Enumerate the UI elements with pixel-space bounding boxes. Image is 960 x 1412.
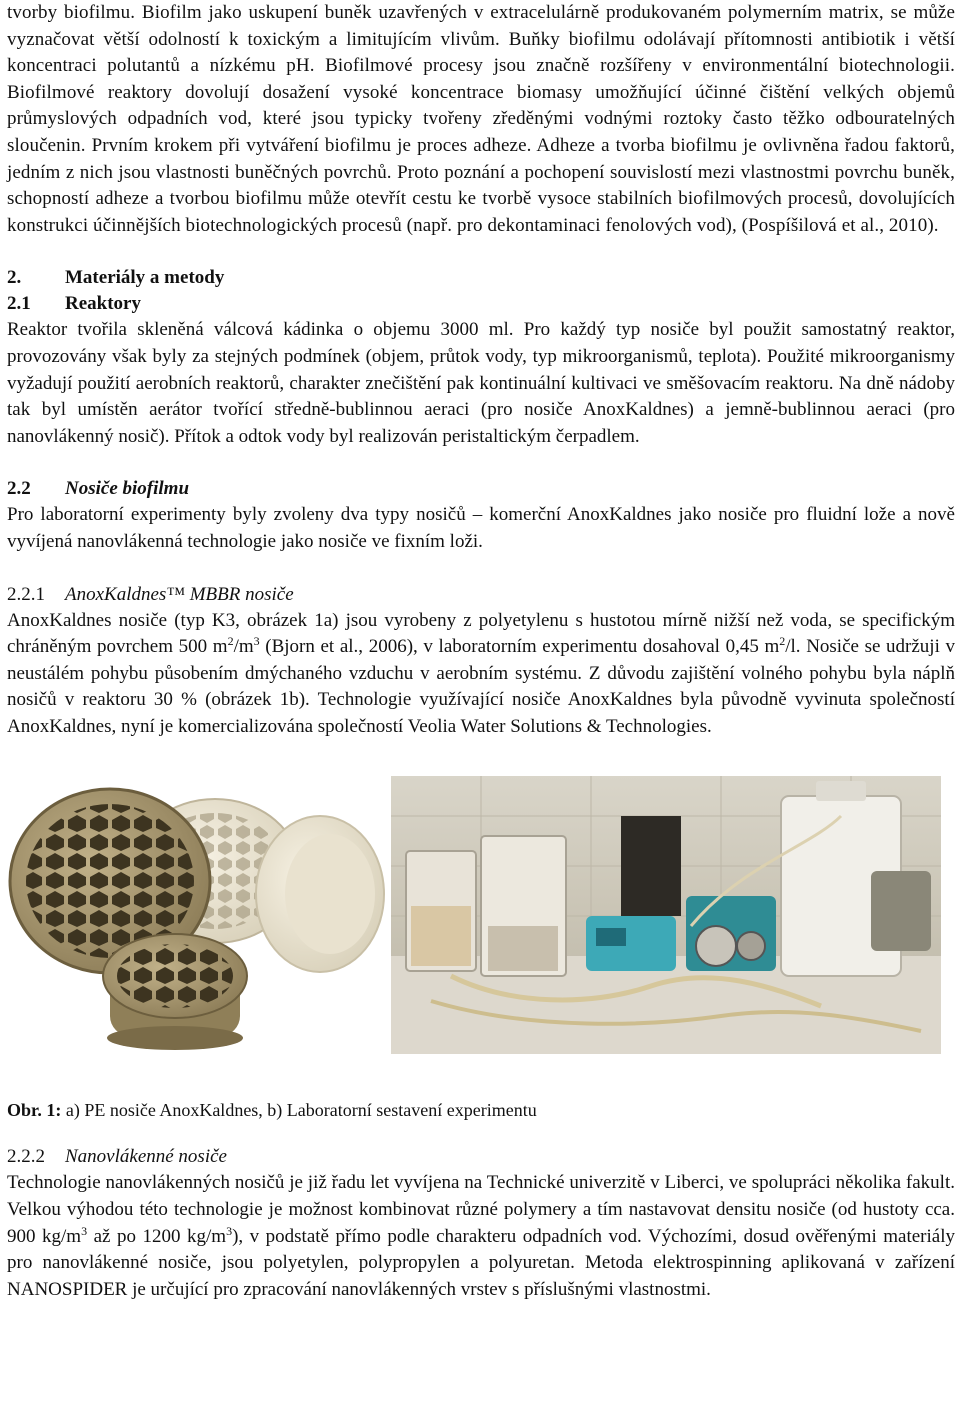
- subsection-number: 2.1: [7, 293, 31, 315]
- text-run: AnoxKaldnes nosiče (typ K3, obrázek 1a) jsou vyrobeny z polyetylenu s hustotou mírně nižší než voda, se specifickým chráněným povrchem 500 m: [7, 609, 955, 658]
- caption-text: a) PE nosiče AnoxKaldnes, b) Laboratorní sestavení experimentu: [61, 1100, 537, 1121]
- section-heading: [7, 265, 955, 291]
- text-run: (Bjorn et al., 2006), v laboratorním experimentu dosahoval 0,45 m: [259, 636, 780, 658]
- lab-setup-illustration: [391, 776, 941, 1054]
- text-run: Technologie nanovlákenných nosičů je již řadu let vyvíjena na Technické univerzitě v Liberci, ve spolupráci několika fakult. Velkou výhodou této technologie je možnost kombinovat různé polymery a tím nastavovat densitu nosiče (od hustoty cca. 900 kg/m: [7, 1172, 955, 1247]
- subsection-heading-reaktory: [7, 291, 955, 317]
- reaktory-paragraph: Reaktor tvořila skleněná válcová kádinka o objemu 3000 ml. Pro každý typ nosiče byl použit samostatný reaktor, provozovány však byly za stejných podmínek (objem, průtok vody, typ mikroorganismů, teplota). Použité mikroorganismy vyžadují použití aerobních reaktorů, charakter znečištění pak kontinuální kultivaci ve směšovacím reaktoru. Na dně nádoby tak byl umístěn aerátor tvořící středně-bublinnou aeraci (pro nosiče AnoxKaldnes) a jemně-bublinnou aeraci (pro nanovlákenný nosič). Přítok a odtok vody byl realizován peristaltickým čerpadlem.: [7, 319, 955, 447]
- superscript: 3: [226, 1223, 233, 1238]
- subsubsection-number: 2.2.1: [7, 583, 45, 605]
- section-title: Materiály a metody: [65, 267, 225, 289]
- section-number: 2.: [7, 267, 22, 289]
- nosice-paragraph: Pro laboratorní experimenty byly zvoleny dva typy nosičů – komerční AnoxKaldnes jako nosiče pro fluidní lože a nově vyvíjená nanovlákenná technologie jako nosiče ve fixním loži.: [7, 504, 955, 552]
- figure-caption: [7, 1098, 955, 1122]
- spacer: [7, 450, 955, 476]
- subsection-title: Nosiče biofilmu: [65, 478, 190, 500]
- anoxkaldnes-paragraph: [7, 608, 955, 741]
- figure-1: [7, 776, 955, 1066]
- subsection-heading-nosice: [7, 476, 955, 502]
- text-run: až po 1200 kg/m: [87, 1225, 227, 1247]
- caption-label: Obr. 1:: [7, 1100, 62, 1121]
- subsection-title: Reaktory: [65, 293, 141, 315]
- intro-paragraph: tvorby biofilmu. Biofilm jako uskupení buněk uzavřených v extracelulárně produkovaném polymerním matrix, se může vyznačovat větší odolností k toxickým a limitujícím vlivům. Buňky biofilmu odolávají přítomnosti antibiotik i větší koncentraci polutantů a nízkému pH. Biofilmové procesy jsou značně rozšířeny v environmentální biotechnologii. Biofilmové reaktory dovolují dosažení vysoké koncentrace biomasy umožňující účinné čištění velkých objemů průmyslových odpadních vod, které jsou typicky tvořeny zředěnými vodnými roztoky často těžko odbouratelných sloučenin. Prvním krokem při vytváření biofilmu je proces adheze. Adheze a tvorba biofilmu je ovlivněna řadou faktorů, jedním z nich jsou vlastnosti buněčných povrchů. Proto poznání a pochopení souvislostí mezi vlastnostmi povrchu buněk, schopností adheze a tvorbou biofilmu může otevřít cestu ke tvorbě vysoce stabilních biofilmových procesů, dovolujících konstrukci účinnějších biotechnologických procesů (např. pro dekontaminaci fenolových vod), (Pospíšilová et al., 2010).: [7, 2, 955, 236]
- spacer: [7, 239, 955, 265]
- text-run: /m: [233, 636, 254, 658]
- superscript: 3: [253, 634, 260, 649]
- subsubsection-heading-nanovlakenne: [7, 1144, 955, 1170]
- text-run: /l. Nosiče se udržuji v neustálém pohybu působením dmýchaného vzduchu v aerobním systému. Z důvodu zajištění volného pohybu byla náplň nosičů v reaktoru 30 % (obrázek 1b). Technologie využívající nosiče AnoxKaldnes byla původně vyvinuta společností AnoxKaldnes, nyní je komercializována společností Veolia Water Solutions & Technologies.: [7, 636, 955, 737]
- subsubsection-title: AnoxKaldnes™ MBBR nosiče: [65, 583, 294, 605]
- spacer: [7, 556, 955, 582]
- text-run: ), v podstatě přímo podle charakteru odpadních vod. Výchozími, dosud ověřenými materiály pro nanovlákenné nosiče, jsou polyetylen, polypropylen a polyuretan. Metoda elektrospinning aplikovaná v zařízení NANOSPIDER je určující pro zpracování nanovlákenných vrstev s příslušnými vlastnostmi.: [7, 1225, 955, 1300]
- superscript: 2: [779, 634, 786, 649]
- superscript: 3: [81, 1223, 88, 1238]
- carriers-illustration: [0, 776, 385, 1066]
- spacer: [7, 1122, 955, 1144]
- subsection-number: 2.2: [7, 478, 31, 500]
- document-page: [7, 0, 955, 1303]
- carriers-photo: [0, 776, 385, 1066]
- subsubsection-title: Nanovlákenné nosiče: [65, 1146, 227, 1168]
- nanovlakenne-paragraph: [7, 1170, 955, 1303]
- subsubsection-number: 2.2.2: [7, 1146, 45, 1168]
- superscript: 2: [227, 634, 234, 649]
- subsubsection-heading-anoxkaldnes: [7, 582, 955, 608]
- lab-setup-photo: [391, 776, 941, 1054]
